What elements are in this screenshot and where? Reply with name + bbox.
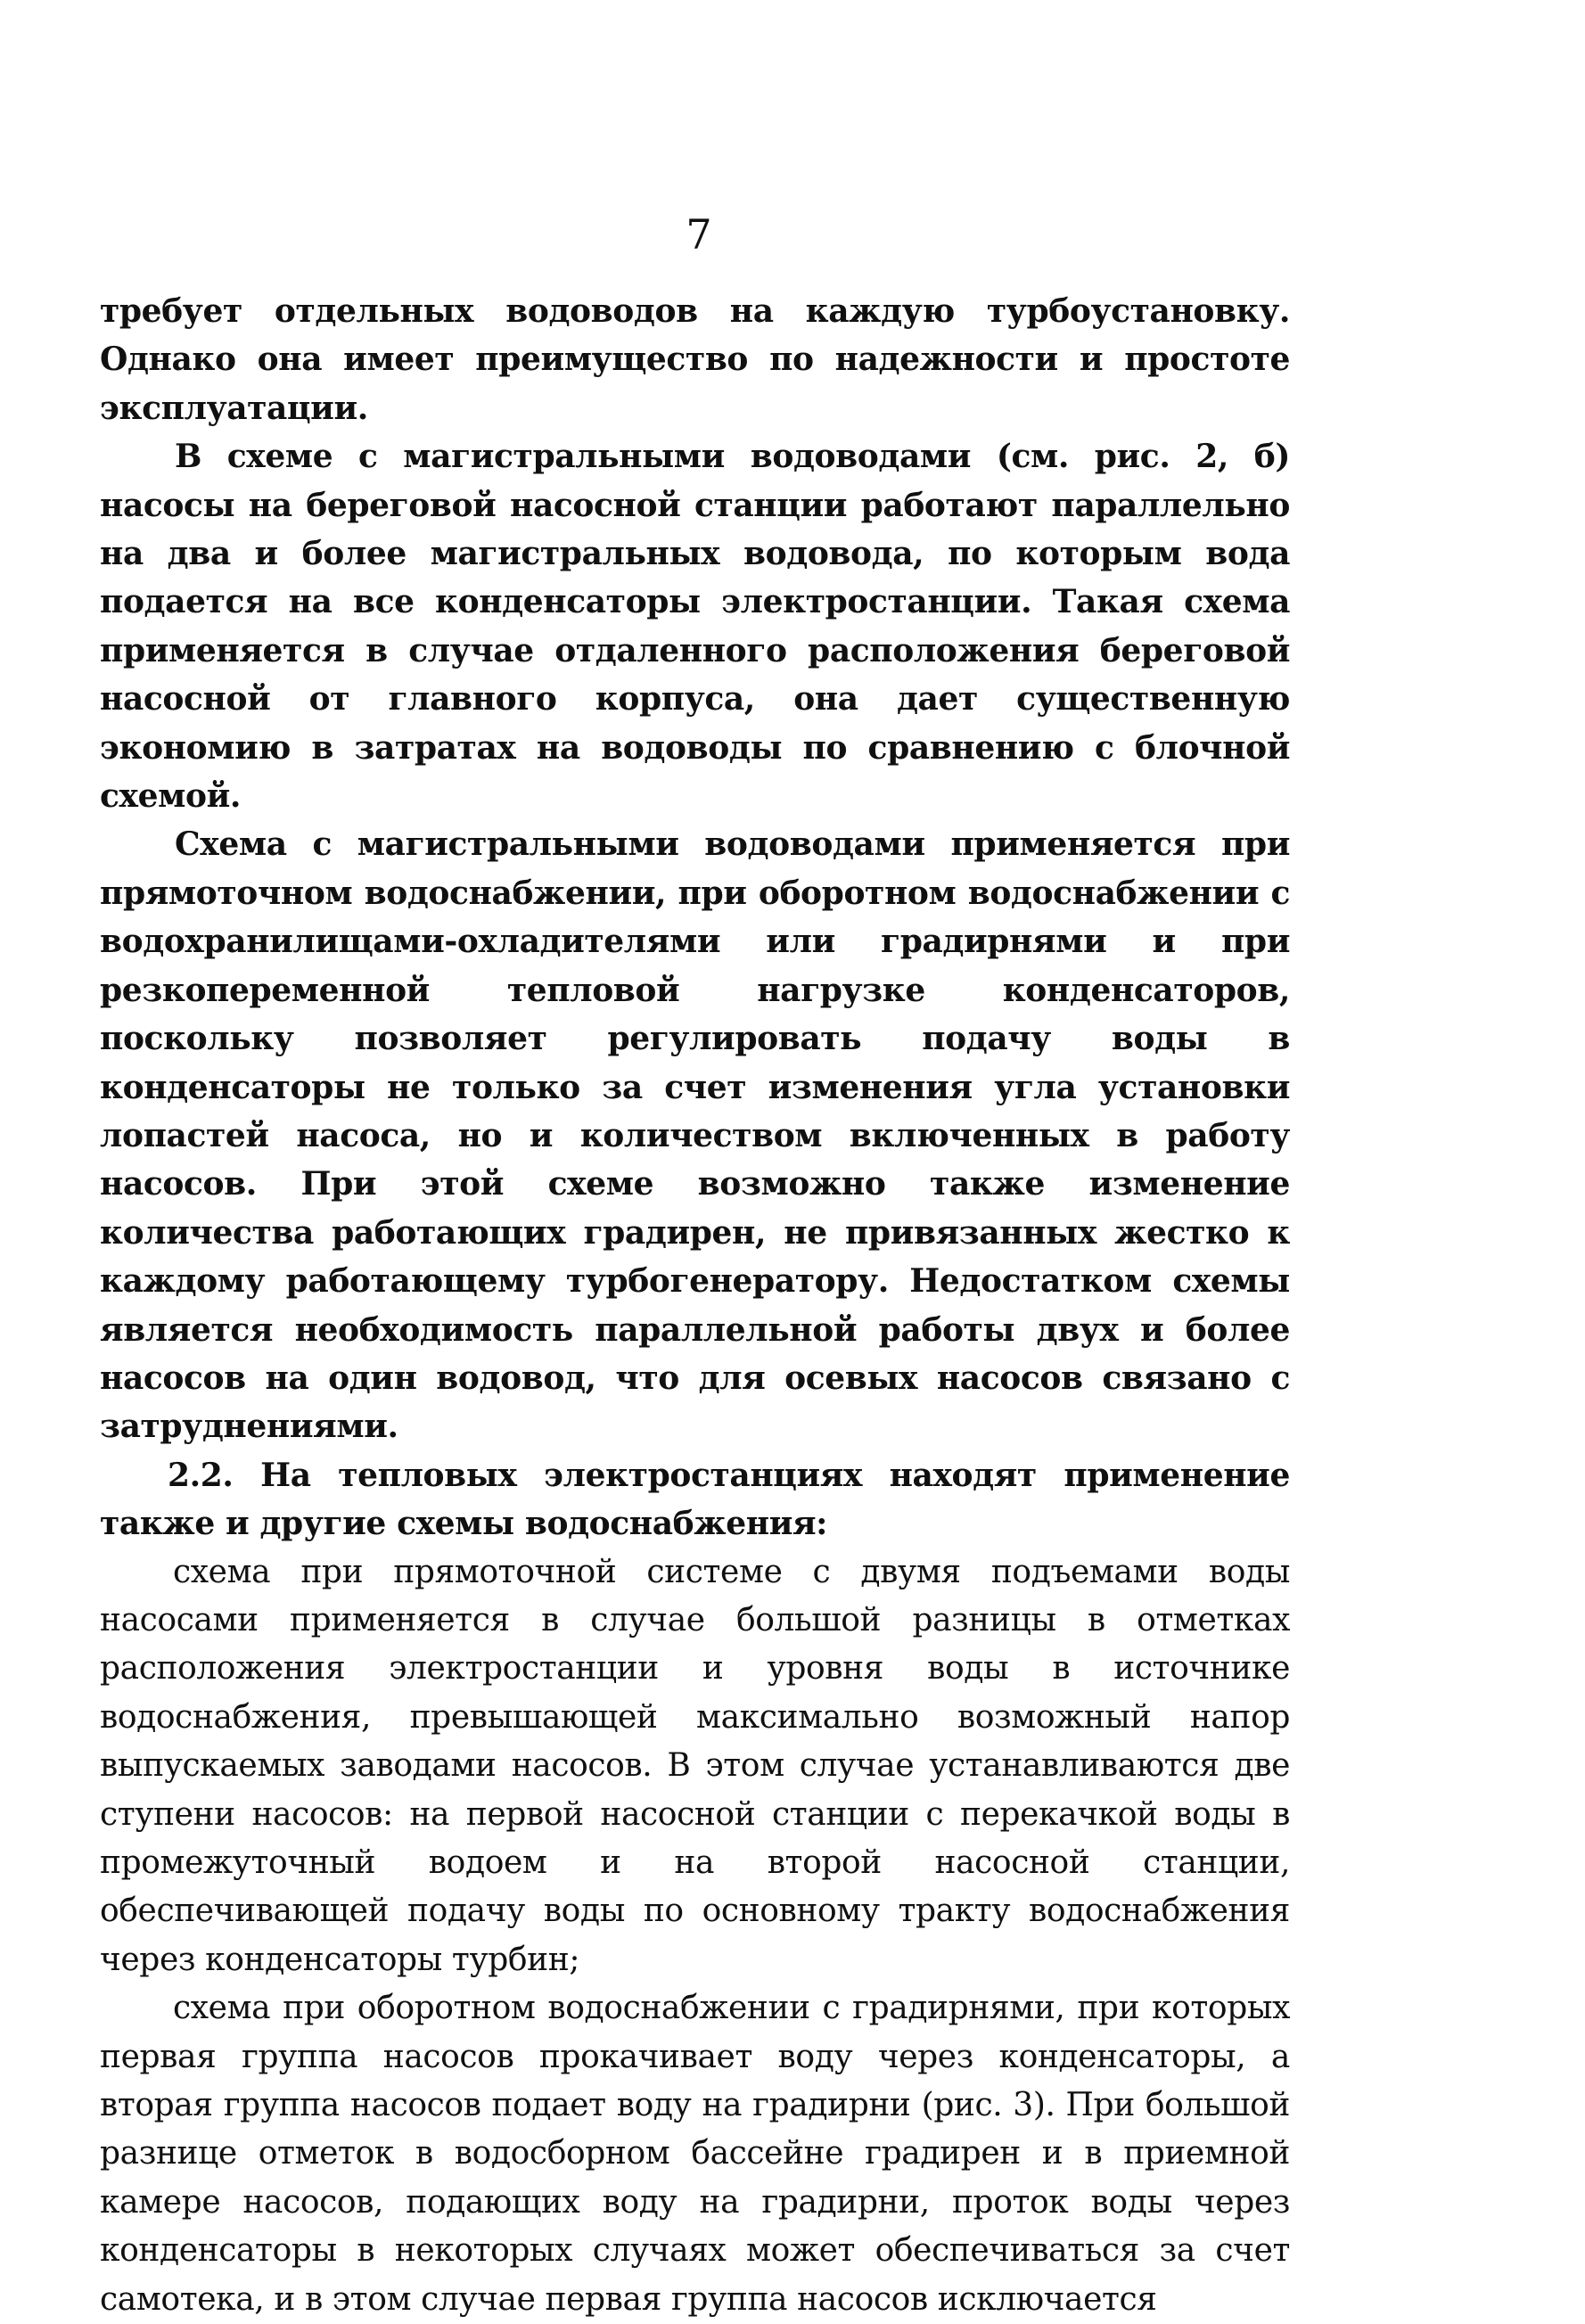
paragraph-continuation: требует отдельных водоводов на каждую турбоустановку. Однако она имеет преимущество по надежности и простоте эксплуатации. (100, 292, 1290, 427)
paragraph-cooling-tower-scheme: схема при оборотном водоснабжении с градирнями, при которых первая группа насосов прокачивает воду через конденсаторы, а вторая группа насосов подает воду на градирни (рис. 3). При большой разнице отметок в водосборном бассейне градирен и в приемной камере насосов, подающих воду на градирни, проток воды через конденсаторы в некоторых случаях может обеспечиваться за счет самотека, и в этом случае первая группа насосов исключается (100, 1990, 1290, 2318)
page-number: 7 (686, 210, 712, 259)
paragraph-scheme-application: Схема с магистральными водоводами применяется при прямоточном водоснабжении, при оборотном водоснабжении с водохранилищами-охладителями или градирнями и при резкопеременной тепловой нагрузке конденсаторов, поскольку позволяет регулировать подачу воды в конденсаторы не только за счет изменения угла установки лопастей насоса, но и количеством включенных в работу насосов. При этой схеме возможно также изменение количества работающих градирен, не привязанных жестко к каждому работающему турбогенератору. Недостатком схемы является необходимость параллельной работы двух и более насосов на один водовод, что для осевых насосов связано с затруднениями. (100, 825, 1290, 1446)
paragraph-main-conduit-scheme: В схеме с магистральными водоводами (см. рис. 2, б) насосы на береговой насосной станции работают параллельно на два и более магистральных водовода, по которым вода подается на все конденсаторы электростанции. Такая схема применяется в случае отдаленного расположения береговой насосной от главного корпуса, она дает существенную экономию в затратах на водоводы по сравнению с блочной схемой. (100, 438, 1290, 816)
body-text (100, 287, 1290, 2324)
paragraph-section-2-2: 2.2. На тепловых электростанциях находят применение также и другие схемы водоснабжения: (100, 1456, 1290, 1543)
paragraph-two-lift-scheme: схема при прямоточной системе с двумя подъемами воды насосами применяется в случае большой разницы в отметках расположения электростанции и уровня воды в источнике водоснабжения, превышающей максимально возможный напор выпускаемых заводами насосов. В этом случае устанавливаются две ступени насосов: на первой насосной станции с перекачкой воды в промежуточный водоем и на второй насосной станции, обеспечивающей подачу воды по основному тракту водоснабжения через конденсаторы турбин; (100, 1553, 1290, 1978)
